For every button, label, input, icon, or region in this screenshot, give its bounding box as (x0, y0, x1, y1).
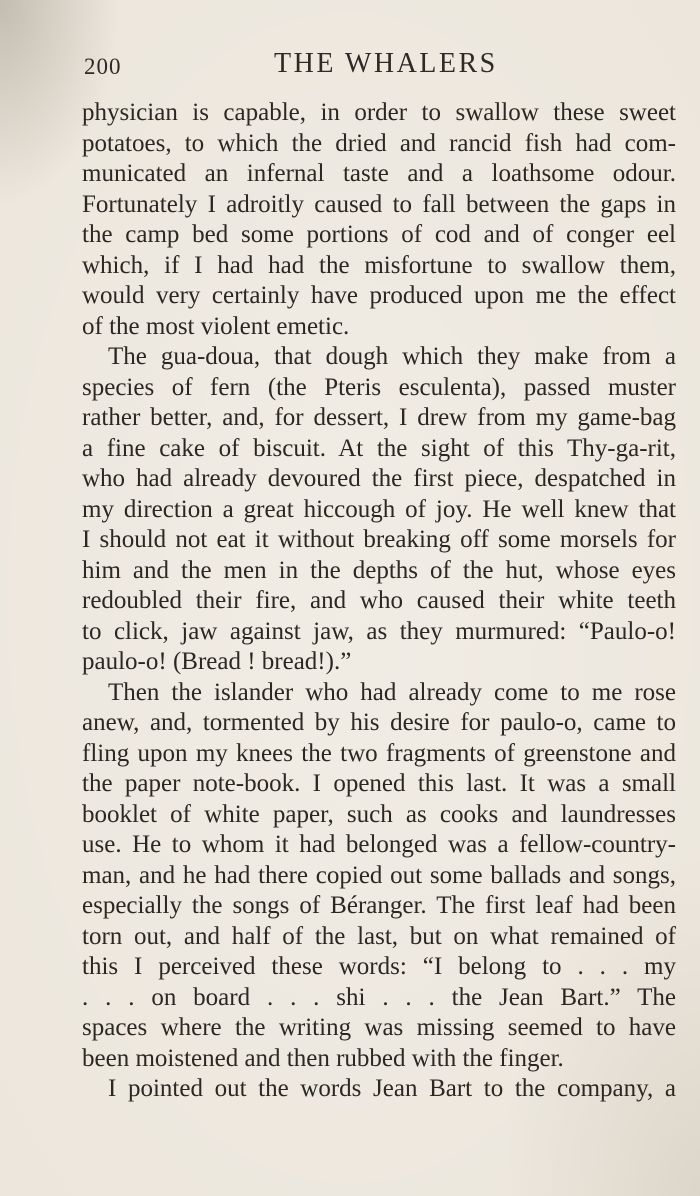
text-line: I pointed out the words Jean Bart to the company, a (108, 1075, 676, 1102)
text-line: spaces where the writing was missing seemed to have (82, 1014, 676, 1041)
text-line: paulo-o! (Bread ! bread!).” (82, 648, 352, 675)
text-line: Then the islander who had already come to me rose (108, 678, 676, 706)
text-line: which, if I had had the misfortune to swallow them, (82, 251, 676, 279)
text-line: Fortunately I adroitly caused to fall between the gaps in (82, 190, 676, 218)
text-line: redoubled their fire, and who caused their white teeth (82, 587, 676, 614)
text-line: booklet of white paper, such as cooks and laundresses (82, 800, 676, 828)
body-text (82, 98, 676, 1105)
text-line: anew, and, tormented by his desire for paulo-o, came to (82, 709, 676, 736)
text-line: . . . on board . . . shi . . . the Jean Bart.” The (82, 983, 676, 1011)
text-line: physician is capable, in order to swallow these sweet (82, 99, 676, 126)
text-line: this I perceived these words: “I belong to . . . my (82, 953, 676, 980)
text-line: use. He to whom it had belonged was a fellow-country- (82, 831, 676, 858)
text-line: especially the songs of Béranger. The first leaf had been (82, 892, 676, 919)
text-line: him and the men in the depths of the hut, whose eyes (82, 556, 676, 584)
text-line: municated an infernal taste and a loathsome odour. (82, 160, 676, 187)
text-line: potatoes, to which the dried and rancid fish had com- (82, 129, 676, 157)
running-head (84, 48, 676, 88)
text-line: a fine cake of biscuit. At the sight of this Thy-ga-rit, (82, 434, 676, 462)
text-line: of the most violent emetic. (82, 312, 350, 340)
text-line: The gua-doua, that dough which they make from a (108, 343, 676, 370)
text-line: I should not eat it without breaking off some morsels for (82, 526, 676, 553)
text-line: would very certainly have produced upon me the effect (82, 282, 676, 309)
page-number: 200 (84, 54, 122, 79)
text-line: my direction a great hiccough of joy. He well knew that (82, 495, 676, 523)
text-line: species of fern (the Pteris esculenta), passed muster (82, 373, 676, 401)
text-line: torn out, and half of the last, but on what remained of (82, 922, 676, 950)
running-title: THE WHALERS (274, 48, 498, 79)
text-line: man, and he had there copied out some ballads and songs, (82, 861, 676, 889)
text-line: the paper note-book. I opened this last. It was a small (82, 770, 676, 797)
text-line: rather better, and, for dessert, I drew from my game-bag (82, 404, 676, 431)
text-line: the camp bed some portions of cod and of conger eel (82, 221, 676, 248)
text-line: fling upon my knees the two fragments of greenstone and (82, 739, 676, 767)
text-line: who had already devoured the first piece, despatched in (82, 465, 676, 492)
text-line: been moistened and then rubbed with the finger. (82, 1044, 564, 1072)
text-line: to click, jaw against jaw, as they murmured: “Paulo-o! (82, 617, 676, 645)
